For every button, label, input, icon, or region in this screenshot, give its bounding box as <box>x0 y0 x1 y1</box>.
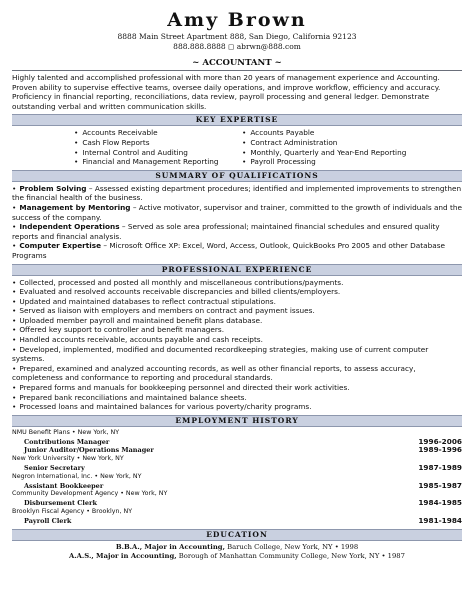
section-heading-qualifications: SUMMARY OF QUALIFICATIONS <box>12 170 462 182</box>
employer-name: Community Development Agency • New York, NY <box>12 490 168 498</box>
role-title: Senior Secretary <box>24 464 85 472</box>
resume-page <box>12 6 462 562</box>
expertise-list <box>12 128 462 166</box>
expertise-item: • Contract Administration <box>242 138 462 148</box>
expertise-item: • Cash Flow Reports <box>74 138 242 148</box>
employer-entry <box>12 455 462 473</box>
phone-email-line <box>12 42 462 52</box>
role-title: Payroll Clerk <box>24 516 72 525</box>
employer-entry <box>12 429 462 455</box>
expertise-item: • Internal Control and Auditing <box>74 148 242 158</box>
section-heading-expertise: KEY EXPERTISE <box>12 114 462 126</box>
experience-item: • Prepared forms and manuals for bookkeeping personnel and directed their work activities. <box>12 383 462 393</box>
qualification-item <box>12 222 462 241</box>
employer-entry <box>12 508 462 526</box>
employer-name: NMU Benefit Plans • New York, NY <box>12 428 120 436</box>
expertise-item: • Accounts Receivable <box>74 128 242 138</box>
experience-item: • Handled accounts receivable, accounts payable and cash receipts. <box>12 335 462 345</box>
experience-item: • Served as liaison with employers and members on contract and payment issues. <box>12 306 462 316</box>
qualification-item <box>12 203 462 222</box>
employer-entry <box>12 490 462 508</box>
qualification-text: – Served as sole area professional; maintained financial schedules and ensured quality reports and financial analysis. <box>12 222 440 241</box>
school: Borough of Manhattan Community College, New York, NY • 1987 <box>176 552 405 561</box>
experience-list <box>12 278 462 412</box>
experience-item: • Collected, processed and posted all monthly and miscellaneous contributions/payments. <box>12 278 462 288</box>
role-years: 1996-2006 <box>418 436 462 446</box>
employer-entry <box>12 473 462 491</box>
role-line <box>12 517 462 526</box>
address-line: 8888 Main Street Apartment 888, San Diego, California 92123 <box>117 32 357 41</box>
qualification-item <box>12 184 462 203</box>
job-title: ~ ACCOUNTANT ~ <box>192 58 282 68</box>
section-heading-experience: PROFESSIONAL EXPERIENCE <box>12 264 462 276</box>
qualification-heading: • Management by Mentoring <box>12 203 131 212</box>
candidate-name: Amy Brown <box>167 9 307 31</box>
qualification-text: – Active motivator, supervisor and trainer, committed to the growth of individuals and the success of the company. <box>12 202 462 222</box>
qualification-heading: • Problem Solving <box>12 184 87 193</box>
role-title: Contributions Manager <box>24 437 110 446</box>
employer-name: Brooklyn Fiscal Agency • Brooklyn, NY <box>12 507 133 515</box>
separator-icon: ◻ <box>228 42 237 51</box>
section-heading-employment: EMPLOYMENT HISTORY <box>12 415 462 427</box>
employer-name: Negron International, Inc. • New York, NY <box>12 472 142 480</box>
education-item <box>12 543 462 553</box>
summary-paragraph: Highly talented and accomplished professional with more than 20 years of management experience and Accounting. Proven ability to supervise effective teams, oversee daily operations, and improve workflow, efficiency and accuracy. Proficiency in financial reporting, reconciliations, data review, payroll processing and general ledger. Demonstrate outstanding verbal and written communication skills. <box>12 73 441 111</box>
experience-item: • Evaluated and resolved accounts receivable discrepancies and billed clients/employers. <box>12 287 462 297</box>
expertise-item: • Monthly, Quarterly and Year-End Reporting <box>242 148 462 158</box>
role-line <box>12 464 462 473</box>
experience-item: • Developed, implemented, modified and documented recordkeeping strategies, making use of current computer systems. <box>12 345 462 364</box>
email[interactable]: abrwn@888.com <box>236 42 301 51</box>
section-heading-education: EDUCATION <box>12 529 462 541</box>
experience-item: • Prepared bank reconciliations and maintained balance sheets. <box>12 393 462 403</box>
role-years: 1987-1989 <box>418 463 462 472</box>
role-line <box>12 446 462 455</box>
role-line <box>12 482 462 491</box>
education-item <box>12 552 462 562</box>
qualification-text: – Microsoft Office XP: Excel, Word, Access, Outlook, QuickBooks Pro 2005 and other Database Programs <box>12 241 445 260</box>
qualifications-list <box>12 184 462 261</box>
expertise-item: • Financial and Management Reporting <box>74 157 242 167</box>
role-years: 1989-1996 <box>418 445 462 455</box>
phone: 888.888.8888 <box>173 42 226 51</box>
expertise-item: • Accounts Payable <box>242 128 462 138</box>
role-years: 1984-1985 <box>418 498 462 508</box>
education-list <box>12 543 462 562</box>
experience-item: • Processed loans and maintained balances for various poverty/charity programs. <box>12 402 462 412</box>
role-line <box>12 438 462 447</box>
role-years: 1985-1987 <box>418 480 462 490</box>
experience-item: • Offered key support to controller and benefit managers. <box>12 325 462 335</box>
qualification-item <box>12 241 462 260</box>
qualification-heading: • Computer Expertise <box>12 241 101 250</box>
experience-item: • Uploaded member payroll and maintained benefit plans database. <box>12 316 462 326</box>
role-title: Assistant Bookkeeper <box>24 481 104 490</box>
role-title: Junior Auditor/Operations Manager <box>24 446 154 455</box>
experience-item: • Prepared, examined and analyzed accounting records, as well as other financial reports, to assess accuracy, completeness and conformance to reporting and procedural standards. <box>12 364 462 383</box>
experience-item: • Updated and maintained databases to reflect contractual stipulations. <box>12 297 462 307</box>
employer-name: New York University • New York, NY <box>12 455 124 463</box>
expertise-item: • Payroll Processing <box>242 157 462 167</box>
school: Baruch College, New York, NY • 1998 <box>224 542 359 551</box>
qualification-text: – Assessed existing department procedures; identified and implemented improvements to strengthen the financial health of the business. <box>12 183 462 203</box>
divider <box>12 70 462 71</box>
degree: B.B.A., Major in Accounting, <box>115 542 225 551</box>
degree: A.A.S., Major in Accounting, <box>69 552 177 561</box>
qualification-heading: • Independent Operations <box>12 222 120 231</box>
role-title: Disbursement Clerk <box>24 499 97 508</box>
role-line <box>12 499 462 508</box>
role-years: 1981-1984 <box>418 515 462 525</box>
employment-list <box>12 429 462 526</box>
